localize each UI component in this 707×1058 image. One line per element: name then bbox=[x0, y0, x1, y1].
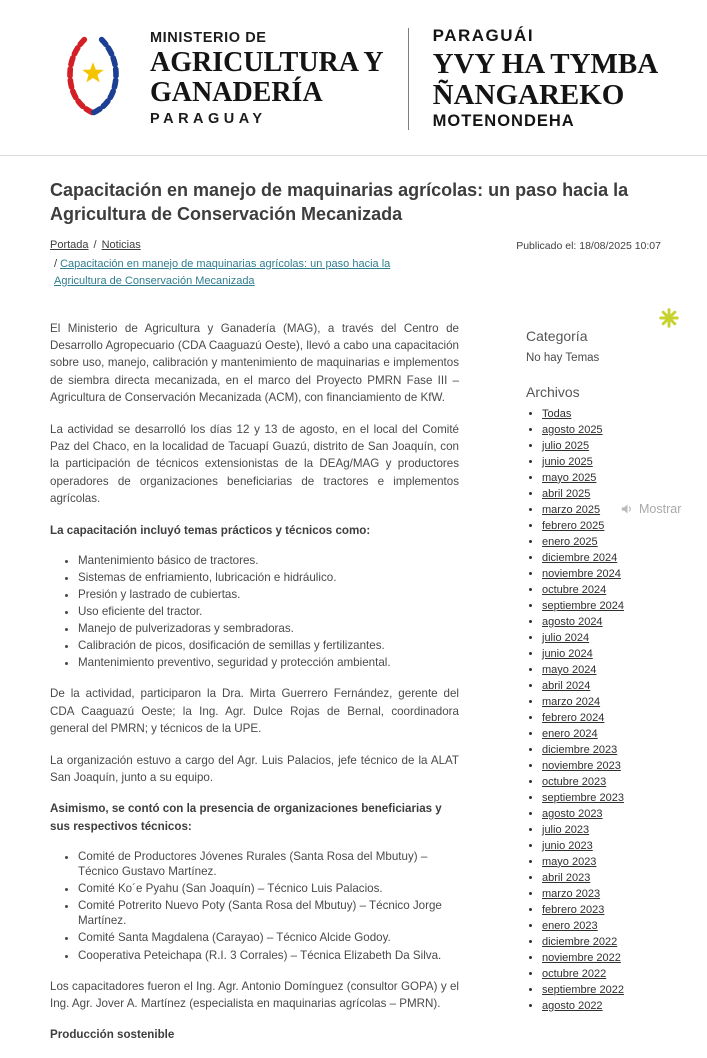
bullet-list bbox=[50, 849, 459, 962]
archive-item bbox=[542, 936, 661, 949]
article-paragraph: De la actividad, participaron la Dra. Mirta Guerrero Fernández, gerente del CDA Caaguazú Oeste; la Ing. Agr. Dulce Rojas de Bernal, coordinadora general del PMRN; y técnicos de la UPE. bbox=[50, 687, 459, 736]
archive-link[interactable]: enero 2025 bbox=[542, 535, 598, 548]
archive-item bbox=[542, 808, 661, 821]
archive-link[interactable]: septiembre 2022 bbox=[542, 983, 624, 996]
archive-item bbox=[542, 696, 661, 709]
archive-item bbox=[542, 680, 661, 693]
meta-row bbox=[50, 239, 661, 252]
archive-link[interactable]: octubre 2022 bbox=[542, 967, 607, 980]
article-subheading: La capacitación incluyó temas prácticos y técnicos como: bbox=[50, 523, 371, 537]
archive-link[interactable]: septiembre 2024 bbox=[542, 599, 624, 612]
brand-es-line4: PARAGUAY bbox=[150, 111, 267, 128]
archive-link[interactable]: marzo 2023 bbox=[542, 887, 601, 900]
archive-item bbox=[542, 424, 661, 437]
archive-link[interactable]: diciembre 2022 bbox=[542, 935, 618, 948]
archive-link[interactable]: septiembre 2023 bbox=[542, 791, 624, 804]
category-empty-text: No hay Temas bbox=[526, 351, 600, 364]
archive-link[interactable]: enero 2023 bbox=[542, 919, 598, 932]
archive-link[interactable]: mayo 2023 bbox=[542, 855, 597, 868]
archive-link[interactable]: octubre 2023 bbox=[542, 775, 607, 788]
mostrar-tooltip-label: Mostrar bbox=[639, 502, 682, 516]
archive-item bbox=[542, 760, 661, 773]
breadcrumb-separator-2: / bbox=[54, 257, 58, 270]
published-date: Publicado el: 18/08/2025 10:07 bbox=[516, 239, 661, 252]
star-icon bbox=[82, 62, 103, 82]
archive-link[interactable]: julio 2024 bbox=[542, 631, 590, 644]
bullet-list bbox=[50, 553, 459, 670]
archive-item bbox=[542, 904, 661, 917]
brand-gn bbox=[433, 26, 659, 131]
archive-link[interactable]: febrero 2025 bbox=[542, 519, 605, 532]
archive-item bbox=[542, 712, 661, 725]
archive-link[interactable]: agosto 2023 bbox=[542, 807, 603, 820]
archive-item bbox=[542, 856, 661, 869]
archive-item bbox=[542, 664, 661, 677]
breadcrumb-current bbox=[50, 256, 435, 290]
brand-gn-line1: PARAGUÁI bbox=[432, 26, 535, 46]
archive-link[interactable]: marzo 2025 bbox=[542, 503, 601, 516]
archive-item bbox=[542, 440, 661, 453]
archive-link[interactable]: julio 2023 bbox=[542, 823, 590, 836]
archive-item bbox=[542, 776, 661, 789]
archive-item bbox=[542, 568, 661, 581]
archive-link[interactable]: diciembre 2023 bbox=[542, 743, 618, 756]
archive-link[interactable]: octubre 2024 bbox=[542, 583, 607, 596]
mostrar-tooltip bbox=[617, 501, 685, 517]
brand-es-line3: GANADERÍA bbox=[150, 77, 323, 108]
bullet-item: • Presión y lastrado de cubiertas. bbox=[78, 587, 459, 602]
archive-item bbox=[542, 792, 661, 805]
archives-list bbox=[526, 408, 661, 1013]
brand-es-line1: MINISTERIO DE bbox=[150, 29, 267, 46]
archive-link[interactable]: abril 2023 bbox=[542, 871, 591, 884]
archive-item bbox=[542, 408, 661, 421]
archive-link[interactable]: mayo 2025 bbox=[542, 471, 597, 484]
archive-link[interactable]: noviembre 2023 bbox=[542, 759, 621, 772]
sidebar bbox=[526, 320, 661, 1058]
bullet-item: • Comité Potrerito Nuevo Poty (Santa Rosa del Mbutuy) – Técnico Jorge Martínez. bbox=[78, 898, 459, 928]
archive-link[interactable]: agosto 2025 bbox=[542, 423, 603, 436]
bullet-item: • Sistemas de enfriamiento, lubricación e hidráulico. bbox=[78, 570, 459, 585]
archive-link[interactable]: agosto 2022 bbox=[542, 999, 603, 1012]
bullet-item: • Cooperativa Peteichapa (R.I. 3 Corrales) – Técnica Elizabeth Da Silva. bbox=[78, 948, 459, 963]
archive-item bbox=[542, 728, 661, 741]
archive-item bbox=[542, 872, 661, 885]
laurel-wreath-logo-icon bbox=[54, 26, 132, 126]
breadcrumb-home-link[interactable]: Portada bbox=[50, 238, 89, 251]
archive-link[interactable]: junio 2025 bbox=[542, 455, 593, 468]
article-paragraph: La actividad se desarrolló los días 12 y 13 de agosto, en el local del Comité Paz del Chaco, en la localidad de Tacuapí Guazú, distrito de San Joaquín, con la participación de técnicos extensionistas de la DEAg/MAG y productores operadores de organizaciones beneficiarias de tractores e implementos agrícolas. bbox=[50, 422, 459, 506]
article-body bbox=[50, 320, 459, 1058]
archive-link[interactable]: noviembre 2024 bbox=[542, 567, 621, 580]
asterisk-icon bbox=[658, 307, 680, 329]
bullet-item: • Comité Ko´e Pyahu (San Joaquín) – Técnico Luis Palacios. bbox=[78, 881, 459, 896]
header-rule bbox=[0, 155, 707, 156]
archive-item bbox=[542, 920, 661, 933]
archive-item bbox=[542, 840, 661, 853]
archive-item bbox=[542, 536, 661, 549]
archive-link[interactable]: marzo 2024 bbox=[542, 695, 601, 708]
article-paragraph: Los capacitadores fueron el Ing. Agr. Antonio Domínguez (consultor GOPA) y el Ing. Agr. Jover A. Martínez (especialista en maquinarias agrícolas – PMRN). bbox=[50, 979, 459, 1010]
site-header bbox=[0, 0, 707, 149]
brand-es bbox=[150, 30, 384, 127]
archive-item bbox=[542, 952, 661, 965]
archive-item bbox=[542, 984, 661, 997]
breadcrumb-separator: / bbox=[93, 238, 97, 251]
archive-link[interactable]: junio 2024 bbox=[542, 647, 593, 660]
archive-link[interactable]: febrero 2024 bbox=[542, 711, 605, 724]
archive-item bbox=[542, 824, 661, 837]
archive-link[interactable]: noviembre 2022 bbox=[542, 951, 621, 964]
bullet-item: • Mantenimiento básico de tractores. bbox=[78, 553, 459, 568]
archive-item bbox=[542, 616, 661, 629]
archive-link[interactable]: mayo 2024 bbox=[542, 663, 597, 676]
article-paragraph: El Ministerio de Agricultura y Ganadería (MAG), a través del Centro de Desarrollo Agropecuario (CDA Caaguazú Oeste), llevó a cabo una capacitación sobre uso, manejo, calibración y mantenimiento de maquinarias e implementos de siembra directa mecanizada, en el marco del Proyecto PMRN Fase III – Agricultura de Conservación Mecanizada (ACM), con financiamiento de KfW. bbox=[50, 321, 459, 405]
brand-gn-line4: MOTENONDEHA bbox=[432, 111, 575, 130]
article-subheading: Producción sostenible bbox=[50, 1028, 175, 1042]
archive-link[interactable]: diciembre 2024 bbox=[542, 551, 618, 564]
archive-item bbox=[542, 520, 661, 533]
archive-item bbox=[542, 968, 661, 981]
archive-item bbox=[542, 552, 661, 565]
article-paragraph: La organización estuvo a cargo del Agr. Luis Palacios, jefe técnico de la ALAT San Joaquín, junto a su equipo. bbox=[50, 753, 459, 784]
page-title: Capacitación en manejo de maquinarias agrícolas: un paso hacia la Agricultura de Conservación Mecanizada bbox=[50, 180, 629, 225]
brand-gn-line2: YVY HA TYMBA bbox=[432, 48, 659, 81]
archive-item bbox=[542, 632, 661, 645]
archive-item bbox=[542, 488, 661, 501]
archive-link[interactable]: julio 2025 bbox=[542, 439, 590, 452]
brand-gn-line3: ÑANGAREKO bbox=[432, 78, 625, 111]
archive-item bbox=[542, 1000, 661, 1013]
archive-item bbox=[542, 600, 661, 613]
header-divider bbox=[408, 28, 409, 130]
archive-item bbox=[542, 888, 661, 901]
archives-title: Archivos bbox=[526, 383, 580, 400]
archive-item bbox=[542, 472, 661, 485]
article-subheading: Asimismo, se contó con la presencia de organizaciones beneficiarias y sus respectivos técnicos: bbox=[50, 802, 442, 833]
archive-link[interactable]: Todas bbox=[542, 407, 572, 420]
bullet-item: • Calibración de picos, dosificación de semillas y fertilizantes. bbox=[78, 638, 459, 653]
archive-item bbox=[542, 456, 661, 469]
archive-link[interactable]: abril 2025 bbox=[542, 487, 591, 500]
archive-item bbox=[542, 744, 661, 757]
breadcrumb bbox=[50, 239, 141, 251]
archive-link[interactable]: junio 2023 bbox=[542, 839, 593, 852]
archive-link[interactable]: enero 2024 bbox=[542, 727, 598, 740]
archive-link[interactable]: abril 2024 bbox=[542, 679, 591, 692]
bullet-item: • Uso eficiente del tractor. bbox=[78, 604, 459, 619]
archive-link[interactable]: agosto 2024 bbox=[542, 615, 603, 628]
bullet-item: • Manejo de pulverizadoras y sembradoras. bbox=[78, 621, 459, 636]
bullet-item: • Comité de Productores Jóvenes Rurales (Santa Rosa del Mbutuy) – Técnico Gustavo Martínez. bbox=[78, 849, 459, 879]
main-content bbox=[50, 320, 661, 1058]
mag-logo bbox=[54, 26, 134, 131]
breadcrumb-current-link[interactable]: Capacitación en manejo de maquinarias agrícolas: un paso hacia la Agricultura de Conservación Mecanizada bbox=[54, 257, 391, 287]
brand-es-line2: AGRICULTURA Y bbox=[150, 46, 384, 78]
breadcrumb-noticias-link[interactable]: Noticias bbox=[101, 238, 141, 251]
accessibility-widget[interactable] bbox=[658, 307, 680, 334]
archive-item bbox=[542, 648, 661, 661]
bullet-item: • Mantenimiento preventivo, seguridad y protección ambiental. bbox=[78, 655, 459, 670]
category-title: Categoría bbox=[526, 327, 588, 344]
speaker-icon bbox=[621, 503, 634, 515]
archive-link[interactable]: febrero 2023 bbox=[542, 903, 605, 916]
archive-item bbox=[542, 584, 661, 597]
bullet-item: • Comité Santa Magdalena (Carayao) – Técnico Alcide Godoy. bbox=[78, 930, 459, 945]
